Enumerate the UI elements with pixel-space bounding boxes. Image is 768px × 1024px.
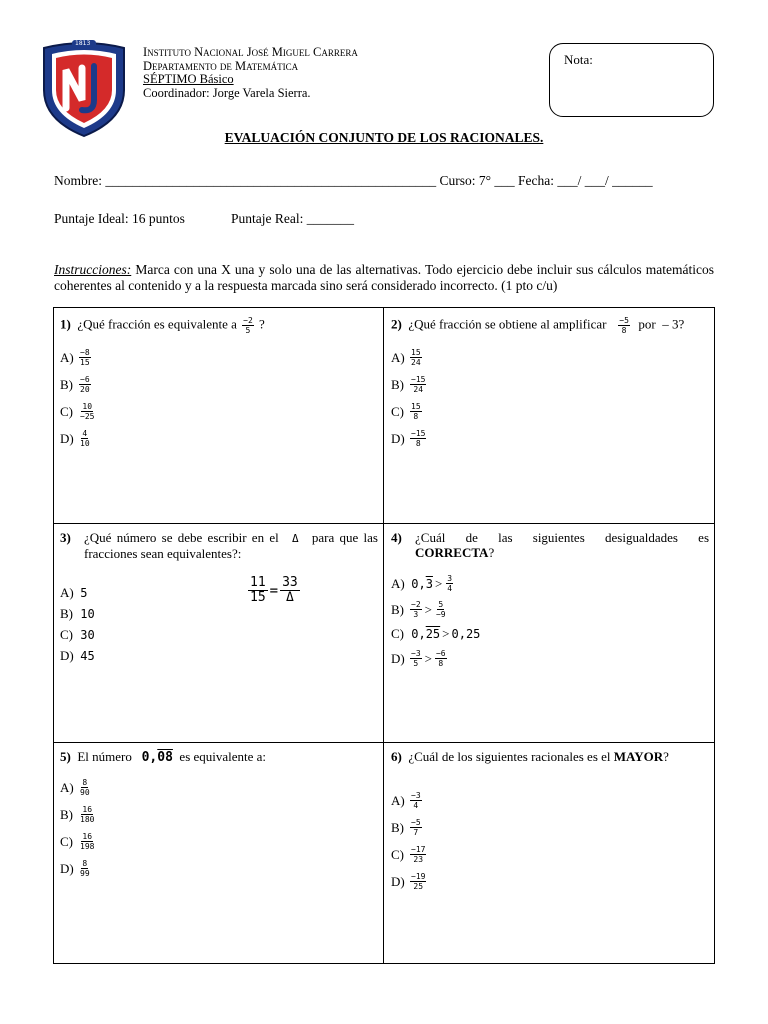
real-score-field[interactable]: Puntaje Real: _______ <box>231 211 354 226</box>
instructions-text: Marca con una X una y solo una de las alternativas. Todo ejercicio debe incluir sus cálculos matemáticos coherentes al contenido y a la respuesta marcada sino será considerado incorrecto. (1 pto c/u) <box>54 262 714 293</box>
question-grid <box>53 307 715 964</box>
ideal-score: Puntaje Ideal: 16 puntos <box>54 211 185 226</box>
coordinator-label: Coordinador: Jorge Varela Sierra. <box>143 85 311 100</box>
q6-option-b[interactable]: B) $\frac{-5}{7}$ <box>391 818 421 837</box>
grid-divider-row2 <box>54 742 714 743</box>
q1-option-d[interactable]: D) $\frac{4}{10}$ <box>60 429 90 448</box>
q5-option-a[interactable]: A) $\frac{8}{90}$ <box>60 778 90 797</box>
question-6: 6) ¿Cuál de los siguientes racionales es el MAYOR? <box>391 749 669 764</box>
q2-option-d[interactable]: D) $\frac{-15}{8}$ <box>391 429 426 448</box>
q3-option-b[interactable]: B) 10 <box>60 606 95 621</box>
q3-option-c[interactable]: C) 30 <box>60 627 95 642</box>
instructions-label: Instrucciones: <box>54 262 132 277</box>
q4-option-d[interactable]: D) $\frac{-3}{5}$ > $\frac{-6}{8}$ <box>391 649 446 668</box>
header-block <box>143 46 358 100</box>
question-number: 6) <box>391 749 402 764</box>
q4-option-c[interactable]: C) 0,25 > 0,25 <box>391 626 481 641</box>
q2-option-c[interactable]: C) $\frac{15}{8}$ <box>391 402 421 421</box>
q5-option-d[interactable]: D) $\frac{8}{99}$ <box>60 859 90 878</box>
level-label: SÉPTIMO Básico <box>143 72 234 86</box>
question-2: 2) ¿Qué fracción se obtiene al amplificar $\frac{-5}{8}$ por – 3? <box>391 316 685 335</box>
question-number: 4) <box>391 530 402 545</box>
question-text: ¿Qué fracción es equivalente a <box>77 316 237 332</box>
question-5: 5) El número 0,08 es equivalente a: <box>60 749 267 765</box>
q3-option-d[interactable]: D) 45 <box>60 648 95 663</box>
grid-divider-vertical <box>383 308 384 963</box>
q2-option-a[interactable]: A) $\frac{15}{24}$ <box>391 348 421 367</box>
q5-option-c[interactable]: C) $\frac{16}{198}$ <box>60 832 95 851</box>
instructions <box>54 262 714 294</box>
grid-divider-row1 <box>54 523 714 524</box>
q5-option-b[interactable]: B) $\frac{16}{180}$ <box>60 805 95 824</box>
question-text: ¿Qué fracción se obtiene al amplificar <box>408 316 607 332</box>
delta-symbol: Δ <box>291 532 299 545</box>
q3-option-a[interactable]: A) 5 <box>60 585 88 600</box>
q3-equation: $\frac{11}{15}$ = $\frac{33}{\Delta}$ <box>250 575 298 605</box>
department-name: Departamento de Matemática <box>143 58 299 73</box>
question-1: 1) ¿Qué fracción es equivalente a $\frac{-2}{5}$ ? <box>60 316 265 335</box>
grade-box[interactable] <box>549 43 714 117</box>
q6-option-c[interactable]: C) $\frac{-17}{23}$ <box>391 845 426 864</box>
fraction: $\frac{-5}{8}$ <box>619 316 629 335</box>
q6-option-a[interactable]: A) $\frac{-3}{4}$ <box>391 791 421 810</box>
fraction: $\frac{-2}{5}$ <box>243 316 253 335</box>
question-number: 3) <box>60 530 71 545</box>
logo-year: 1813 <box>75 40 91 47</box>
q4-option-a[interactable]: A) 0,3 > $\frac{3}{4}$ <box>391 574 453 593</box>
grade-label: Nota: <box>564 52 593 67</box>
question-number: 1) <box>60 316 71 332</box>
question-3: 3) ¿Qué número se debe escribir en el Δ para que las fracciones sean equivalentes?: <box>60 530 378 561</box>
page-title: EVALUACIÓN CONJUNTO DE LOS RACIONALES. <box>224 130 544 145</box>
institution-name: Instituto Nacional José Miguel Carrera <box>143 45 358 59</box>
q4-option-b[interactable]: B) $\frac{-2}{3}$ > $\frac{5}{-9}$ <box>391 600 446 619</box>
q6-option-d[interactable]: D) $\frac{-19}{25}$ <box>391 872 426 891</box>
student-name-line[interactable]: Nombre: _________________________________________________ Curso: 7° ___ Fecha: ___/ ___/ ______ <box>54 173 653 188</box>
question-number: 2) <box>391 316 402 332</box>
school-logo <box>38 38 130 138</box>
q1-option-a[interactable]: A) $\frac{-8}{15}$ <box>60 348 90 367</box>
q2-option-b[interactable]: B) $\frac{-15}{24}$ <box>391 375 426 394</box>
q1-option-c[interactable]: C) $\frac{10}{-25}$ <box>60 402 95 421</box>
q1-option-b[interactable]: B) $\frac{-6}{20}$ <box>60 375 90 394</box>
question-4: 4) ¿Cuál de las siguientes desigualdades es CORRECTA? <box>391 530 709 560</box>
question-number: 5) <box>60 749 71 764</box>
question-text: ¿Cuál de las siguientes desigualdades es <box>415 530 709 545</box>
